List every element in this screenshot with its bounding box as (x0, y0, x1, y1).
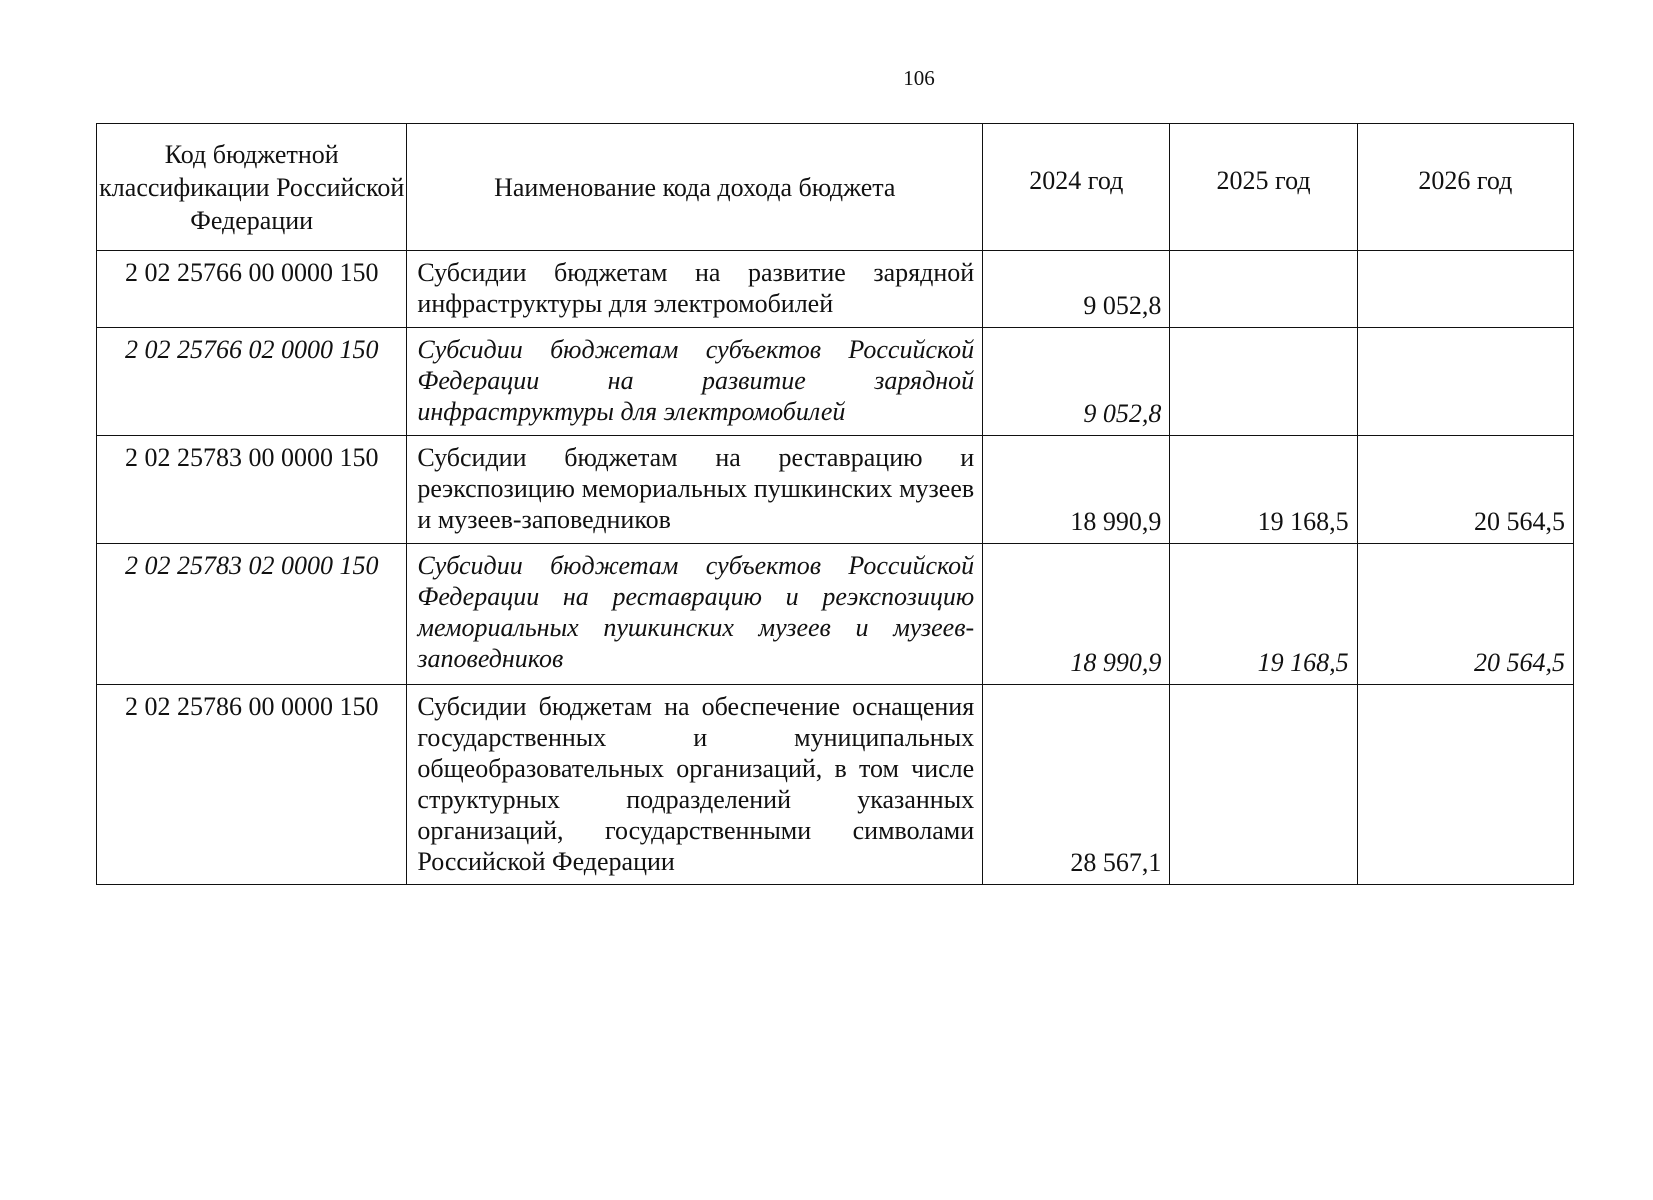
row-code: 2 02 25783 02 0000 150 (97, 544, 407, 685)
row-value-2025: 19 168,5 (1170, 436, 1357, 544)
row-code: 2 02 25766 00 0000 150 (97, 251, 407, 328)
row-value-2024: 9 052,8 (983, 328, 1170, 436)
row-value-2026: 20 564,5 (1357, 436, 1573, 544)
row-value-2026 (1357, 328, 1573, 436)
header-name: Наименование кода дохода бюджета (407, 124, 983, 251)
row-name: Субсидии бюджетам субъектов Российской Федерации на реставрацию и реэкспозицию мемориальных пушкинских музеев и музеев-заповедников (407, 544, 983, 685)
header-year-2026: 2026 год (1357, 124, 1573, 251)
row-value-2026 (1357, 251, 1573, 328)
table-row (97, 544, 1574, 685)
table-row (97, 685, 1574, 885)
row-name: Субсидии бюджетам на реставрацию и реэкспозицию мемориальных пушкинских музеев и музеев-заповедников (407, 436, 983, 544)
row-name: Субсидии бюджетам на обеспечение оснащения государственных и муниципальных общеобразовательных организаций, в том числе структурных подразделений указанных организаций, государственными символами Российской Федерации (407, 685, 983, 885)
table-row (97, 251, 1574, 328)
header-year-2024: 2024 год (983, 124, 1170, 251)
row-name: Субсидии бюджетам субъектов Российской Федерации на развитие зарядной инфраструктуры для электромобилей (407, 328, 983, 436)
row-code: 2 02 25786 00 0000 150 (97, 685, 407, 885)
row-value-2024: 9 052,8 (983, 251, 1170, 328)
row-value-2025 (1170, 251, 1357, 328)
row-value-2026 (1357, 685, 1573, 885)
row-name: Субсидии бюджетам на развитие зарядной инфраструктуры для электромобилей (407, 251, 983, 328)
row-value-2025: 19 168,5 (1170, 544, 1357, 685)
row-value-2025 (1170, 685, 1357, 885)
row-code: 2 02 25783 00 0000 150 (97, 436, 407, 544)
row-value-2024: 28 567,1 (983, 685, 1170, 885)
row-value-2025 (1170, 328, 1357, 436)
budget-revenue-table (96, 123, 1574, 885)
row-code: 2 02 25766 02 0000 150 (97, 328, 407, 436)
page-number: 106 (903, 66, 935, 90)
row-value-2026: 20 564,5 (1357, 544, 1573, 685)
table-row (97, 328, 1574, 436)
header-code: Код бюджетной классификации Российской Федерации (97, 124, 407, 251)
row-value-2024: 18 990,9 (983, 544, 1170, 685)
table-row (97, 436, 1574, 544)
row-value-2024: 18 990,9 (983, 436, 1170, 544)
header-year-2025: 2025 год (1170, 124, 1357, 251)
table-header-row (97, 124, 1574, 251)
